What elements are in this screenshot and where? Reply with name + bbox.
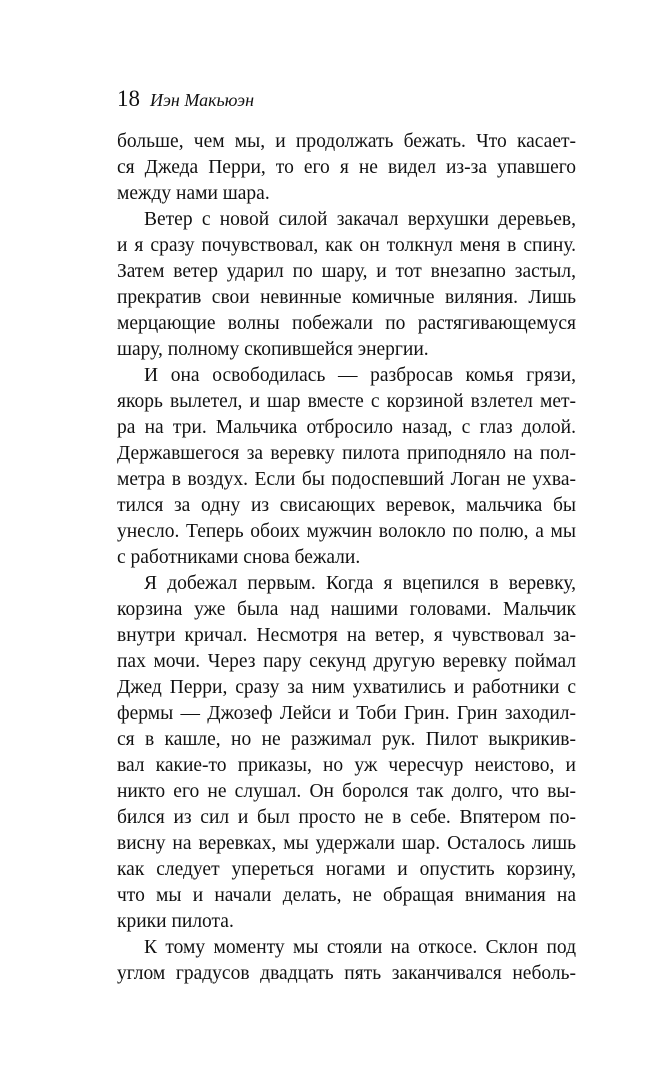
- body-text: [117, 129, 576, 987]
- text-line: Державшегося за веревку пилота приподняло на пол-: [117, 443, 576, 464]
- text-line: с работниками снова бежали.: [117, 547, 361, 568]
- text-line: как следует упереться ногами и опустить корзину,: [117, 859, 576, 880]
- text-line: мерцающие волны побежали по растягивающемуся: [117, 313, 576, 334]
- text-line: что мы и начали делать, не обращая внимания на: [117, 885, 576, 906]
- text-line: И она освободилась — разбросав комья грязи,: [144, 365, 576, 386]
- text-line: ся Джеда Перри, то его я не видел из-за упавшего: [117, 157, 576, 178]
- text-line: углом градусов двадцать пять заканчивался неболь-: [117, 963, 576, 984]
- page-header: [117, 86, 254, 116]
- text-line: корзина уже была над нашими головами. Мальчик: [117, 599, 576, 620]
- text-line: шару, полному скопившейся энергии.: [117, 339, 429, 360]
- text-line: К тому моменту мы стояли на откосе. Склон под: [144, 937, 576, 958]
- text-line: вал какие-то приказы, но уж чересчур неистово, и: [117, 755, 576, 776]
- text-line: ра на три. Мальчика отбросило назад, с глаз долой.: [117, 417, 576, 438]
- text-line: Ветер с новой силой закачал верхушки деревьев,: [144, 209, 576, 230]
- running-head-author: Иэн Макьюэн: [150, 90, 255, 110]
- text-line: тился за одну из свисающих веревок, мальчика бы: [117, 495, 576, 516]
- text-line: метра в воздух. Если бы подоспевший Логан не ухва-: [117, 469, 576, 490]
- text-line: Джед Перри, сразу за ним ухватились и работники с: [117, 677, 576, 698]
- text-line: ся в кашле, но не разжимал рук. Пилот выкрикив-: [117, 729, 576, 750]
- text-line: унесло. Теперь обоих мужчин волокло по полю, а мы: [117, 521, 576, 542]
- text-line: фермы — Джозеф Лейси и Тоби Грин. Грин заходил-: [117, 703, 576, 724]
- text-line: между нами шара.: [117, 183, 270, 204]
- text-line: прекратив свои невинные комичные виляния. Лишь: [117, 287, 576, 308]
- text-line: и я сразу почувствовал, как он толкнул меня в спину.: [117, 235, 576, 256]
- text-line: пах мочи. Через пару секунд другую веревку поймал: [117, 651, 576, 672]
- text-line: Затем ветер ударил по шару, и тот внезапно застыл,: [117, 261, 576, 282]
- text-line: якорь вылетел, и шар вместе с корзиной взлетел мет-: [117, 391, 576, 412]
- text-line: крики пилота.: [117, 911, 234, 932]
- text-line: бился из сил и был просто не в себе. Впятером по-: [117, 807, 576, 828]
- page-number: 18: [117, 86, 140, 111]
- text-line: никто его не слушал. Он боролся так долго, что вы-: [117, 781, 576, 802]
- text-line: больше, чем мы, и продолжать бежать. Что касает-: [117, 131, 576, 152]
- text-line: Я добежал первым. Когда я вцепился в веревку,: [144, 573, 576, 594]
- text-line: висну на веревках, мы удержали шар. Осталось лишь: [117, 833, 576, 854]
- text-line: внутри кричал. Несмотря на ветер, я чувствовал за-: [117, 625, 576, 646]
